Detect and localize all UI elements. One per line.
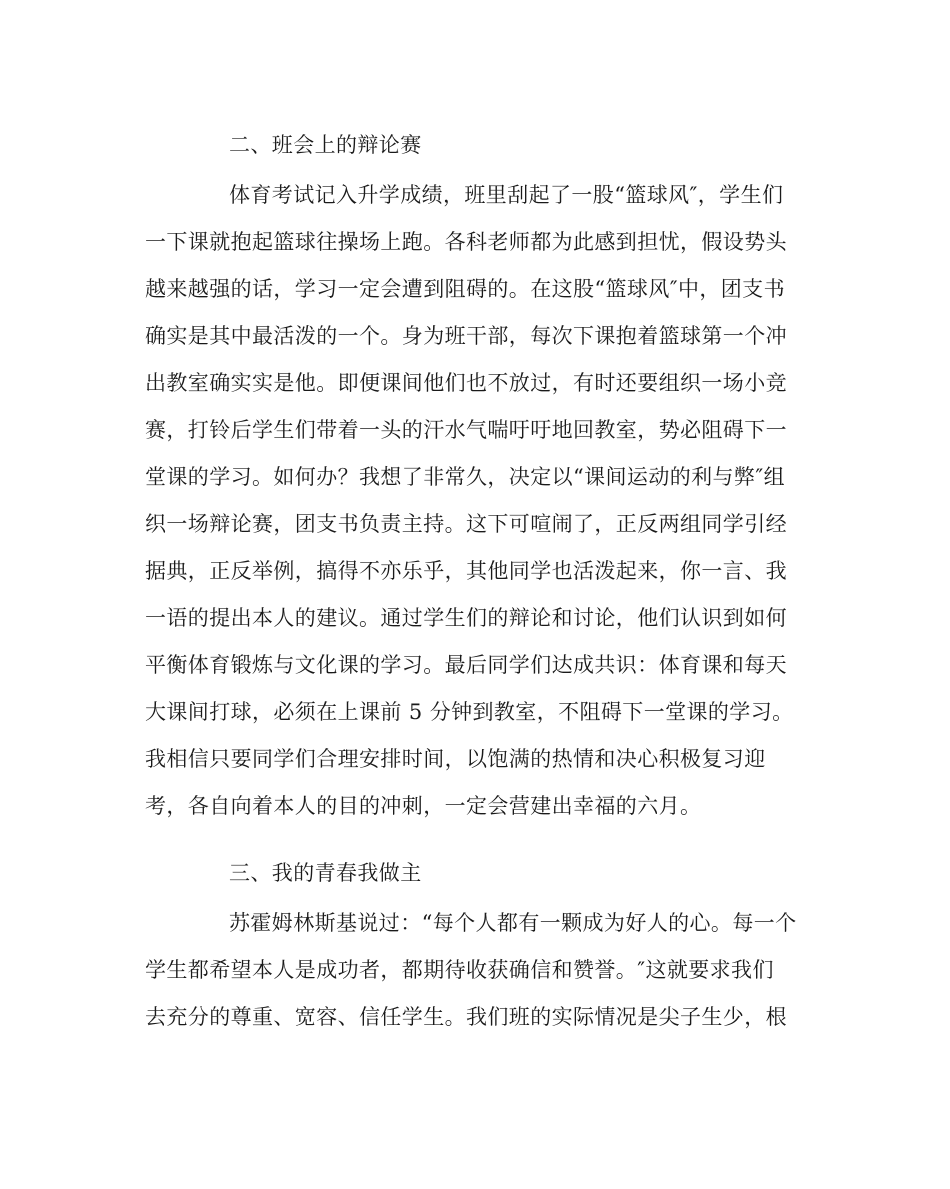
paragraph-line: 大课间打球，必须在上课前 5 分钟到教室，不阻碍下一堂课的学习。 bbox=[145, 700, 794, 724]
paragraph-line: 出教室确实实是他。即便课间他们也不放过，有时还要组织一场小竞 bbox=[145, 371, 787, 395]
paragraph-line: 据典，正反举例，搞得不亦乐乎，其他同学也活泼起来，你一言、我 bbox=[145, 559, 787, 583]
paragraph-line: 平衡体育锻炼与文化课的学习。最后同学们达成共识：体育课和每天 bbox=[145, 653, 787, 677]
paragraph-line: 体育考试记入升学成绩，班里刮起了一股“篮球风″，学生们 bbox=[229, 183, 784, 207]
paragraph-line: 堂课的学习。如何办？我想了非常久，决定以“课间运动的利与弊″组 bbox=[145, 465, 785, 489]
paragraph-line: 赛，打铃后学生们带着一头的汗水气喘吁吁地回教室，势必阻碍下一 bbox=[145, 418, 787, 442]
paragraph-line: 织一场辩论赛，团支书负责主持。这下可喧闹了，正反两组同学引经 bbox=[145, 512, 787, 536]
paragraph-line: 一下课就抱起篮球往操场上跑。各科老师都为此感到担忧，假设势头 bbox=[145, 230, 787, 254]
paragraph-line: 苏霍姆林斯基说过：“每个人都有一颗成为好人的心。每一个 bbox=[229, 911, 797, 935]
paragraph-line: 去充分的尊重、宽容、信任学生。我们班的实际情况是尖子生少，根 bbox=[145, 1005, 787, 1029]
paragraph-line: 一语的提出本人的建议。通过学生们的辩论和讨论，他们认识到如何 bbox=[145, 606, 787, 630]
paragraph-line: 学生都希望本人是成功者，都期待收获确信和赞誉。″这就要求我们 bbox=[145, 958, 774, 982]
heading-debate: 二、班会上的辩论赛 bbox=[229, 133, 422, 157]
paragraph-line: 我相信只要同学们合理安排时间，以饱满的热情和决心积极复习迎 bbox=[145, 747, 766, 771]
paragraph-line: 确实是其中最活泼的一个。身为班干部，每次下课抱着篮球第一个冲 bbox=[145, 324, 787, 348]
paragraph-line: 考，各自向着本人的目的冲刺，一定会营建出幸福的六月。 bbox=[145, 794, 702, 818]
heading-youth: 三、我的青春我做主 bbox=[229, 861, 422, 885]
paragraph-line: 越来越强的话，学习一定会遭到阻碍的。在这股“篮球风″中，团支书 bbox=[145, 277, 785, 301]
